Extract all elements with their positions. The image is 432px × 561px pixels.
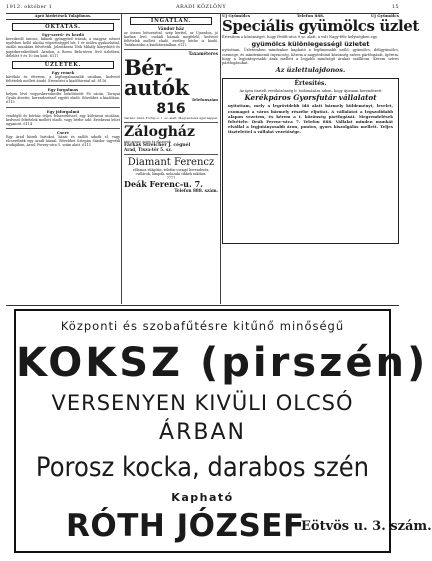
garage-address: Garázs: Arad, Forray-u. 1. sz. alatt. Megrendelés éjjel-nappal. bbox=[124, 116, 218, 120]
ad-title: Egy jóforgalmú bbox=[46, 108, 80, 114]
diamant-heading: Diamant Ferencz bbox=[127, 157, 215, 168]
coal-types: Porosz kocka, darabos szén bbox=[35, 452, 370, 483]
column-middle bbox=[124, 14, 218, 304]
column-rule bbox=[220, 14, 221, 304]
divider bbox=[6, 107, 120, 108]
berautok-heading: Bér-autók bbox=[124, 55, 189, 100]
divider bbox=[6, 85, 120, 86]
classifieds-notice: Apró hirdetések Tulajdonos. bbox=[6, 14, 120, 20]
courier-title: Kerékpáros Gyorsfutár vállalatot bbox=[244, 93, 377, 103]
telefon-number: 816 bbox=[156, 101, 186, 117]
coke-price-line: VERSENYEN KIVÜLI OLCSÓ bbox=[51, 391, 354, 415]
zalog-heading: Zálogház bbox=[124, 124, 195, 140]
ad-title: Taxaméteres bbox=[188, 51, 218, 56]
coke-intro: Központi és szobafűtésre kitűnő minőségű bbox=[60, 319, 345, 333]
section-rule bbox=[6, 305, 399, 306]
column-rule bbox=[121, 14, 122, 304]
fruit-intro: Értesítem a közönséget, hogy Petőfi-utca 9 sz. alatt, a volt Nagy-féle helyiségben egy bbox=[222, 35, 378, 40]
ad-title: Egy remek bbox=[51, 69, 75, 75]
coke-heading: KOKSZ (pirszén) bbox=[16, 340, 429, 386]
fruit-signature: Az üzlettulajdonos. bbox=[275, 65, 346, 74]
topline-center: Telefon 888. bbox=[296, 13, 325, 18]
column-right bbox=[222, 13, 419, 304]
courier-box bbox=[222, 78, 399, 244]
page-header bbox=[6, 4, 399, 13]
zalog-sub: régi arany, ezüst és ékszerek bbox=[124, 140, 171, 144]
column-classifieds bbox=[6, 14, 120, 304]
divider bbox=[124, 49, 218, 50]
merchant-name: RÓTH JÓZSEF bbox=[66, 508, 305, 544]
ad-title: Egy forgalmas bbox=[47, 87, 79, 93]
coke-advertisement bbox=[14, 309, 432, 553]
ad-title: Egy-szerű- és kezdő bbox=[42, 32, 84, 38]
deak-address: Deák Ferenc-u. 7. bbox=[124, 179, 203, 189]
zalog-name: Farkas Streicher J. cégnél bbox=[124, 143, 191, 148]
ad-title: Csere bbox=[57, 129, 69, 135]
merchant-address: Eötvös u. 3. szám. bbox=[301, 519, 432, 534]
courier-body: nyitottam, mely a legrövidebb idő alatt bármely küldeményt, levelet, csomagot a város bármely részébe eljuttat. A vállalatot a legszolidabb alapon vezetem, és kérem a t. közönség pártfogását. Megrendelések felvétele: Deák Ferenc-utca 7. Telefon 888. Vállalat minden munkát elvállal a legjutányosabb áron, pontos, gyors kiszolgálás mellett. Teljes tisztelettel a vállalat vezetősége. bbox=[228, 103, 393, 135]
header-date: 1912. október 1 bbox=[6, 4, 53, 10]
specialis-heading: Speciális gyümölcs üzlet bbox=[222, 17, 419, 36]
ad-title: Vándor ház bbox=[157, 26, 185, 31]
divider bbox=[6, 128, 120, 129]
courier-heading: Értesítés. bbox=[294, 80, 327, 88]
section-head-oktatas: OKTATÁS. bbox=[12, 23, 114, 31]
divider bbox=[124, 154, 218, 155]
zalog-address: Arad, Tisza-tér 5. sz. bbox=[124, 147, 173, 152]
section-head-uzletek: ÜZLETEK. bbox=[12, 61, 114, 69]
deak-telefon: Telefon 888. szám. bbox=[174, 188, 218, 193]
ad-body: Egy Arad közeli birtokot, házat és szőlőt adnék el, vagy elcserélnék egy aradi házzal. Bővebbet Sztepán Sándor ügyvédi irodájában, Arad, Forray-utca 5. szám alatt. 6113 bbox=[6, 134, 120, 148]
section-head-ingatlan: INGATLAN. bbox=[130, 17, 212, 25]
divider bbox=[124, 122, 218, 123]
topline-right: Új Gyümölcs bbox=[370, 13, 399, 18]
ad-body: helyen lévő vegyeskereskedés beköltözött Fő utcán, Tornyai Gyula átvette, berendezéssel együtt eladó. Bővebbet a kiadóban. 6115 bbox=[6, 92, 120, 105]
ad-body: kereskedő tanonc, kiknek gyöngyöző írásuk, a magyar, német nyelvben kellő iskolai végzettséggel bír, 1 év múlva gyakorlattal, önálló munkára felvétetik. Jelentkezni Tóth Mihály könyvkötő és papirkereskedőnél. Aradon, a Boros Béla-téren lévő üzletben, délelőtt 9 és 10 óra közt. 6117 bbox=[6, 37, 120, 58]
telefon-label: Telefonszám bbox=[191, 97, 218, 102]
diamant-body: villamos világítás, telefon-csengő berendezés, csillárok, lámpák, műszaki cikkek raktára. 7777 bbox=[132, 168, 210, 180]
header-page-number: 15 bbox=[391, 4, 399, 10]
ad-body: az összes bútorzattal, szép kerttel, az Újaradon, jó karban levő, családi háznak megfelelő, kedvező feltételek mellett eladó, esetleg bérbe is kiadó. Tudakozódni a kiadóhivatalban. 6112 bbox=[124, 31, 218, 47]
topline-left: Új Gyümölcs bbox=[222, 13, 251, 18]
ad-body: kávéház és étterem, a legforgalmasabb utcában, kedvező feltételek mellett átadó. Értesítést a kiadóhivatal ad. 6116 bbox=[6, 74, 120, 84]
ad-body: vendéglő és bérház teljes felszereléssel, egy külvárosi utcában, kedvező feltételek mellett eladó, vagy bérbe adó. Értekezni lehet ugyanott. 6114 bbox=[6, 113, 120, 126]
fruit-body: nyitottam. Üzletemben mindenkor kapható a legfinomabb szőlő, gyümölcs, déligyümölcs, csemege, és mindennemű ínyencség. Kérem a nagyérdemű közönség szíves pártfogását, ígérem, hogy a legjutányosabb árak mellett a legjobb minőségű árukat szállítom. Kérem szíves pártfogásukat. bbox=[222, 48, 399, 66]
header-title: ARADI KÖZLÖNY bbox=[176, 4, 227, 10]
available-label: Kapható bbox=[171, 491, 234, 504]
fruit-subheading: gyümölcs különlegességi üzletet bbox=[251, 39, 370, 48]
coke-arban: ÁRBAN bbox=[159, 420, 246, 445]
courier-intro: Az igen tisztelt vevőközönség b. tudomására adom, hogy újonnan berendezett bbox=[239, 88, 382, 93]
